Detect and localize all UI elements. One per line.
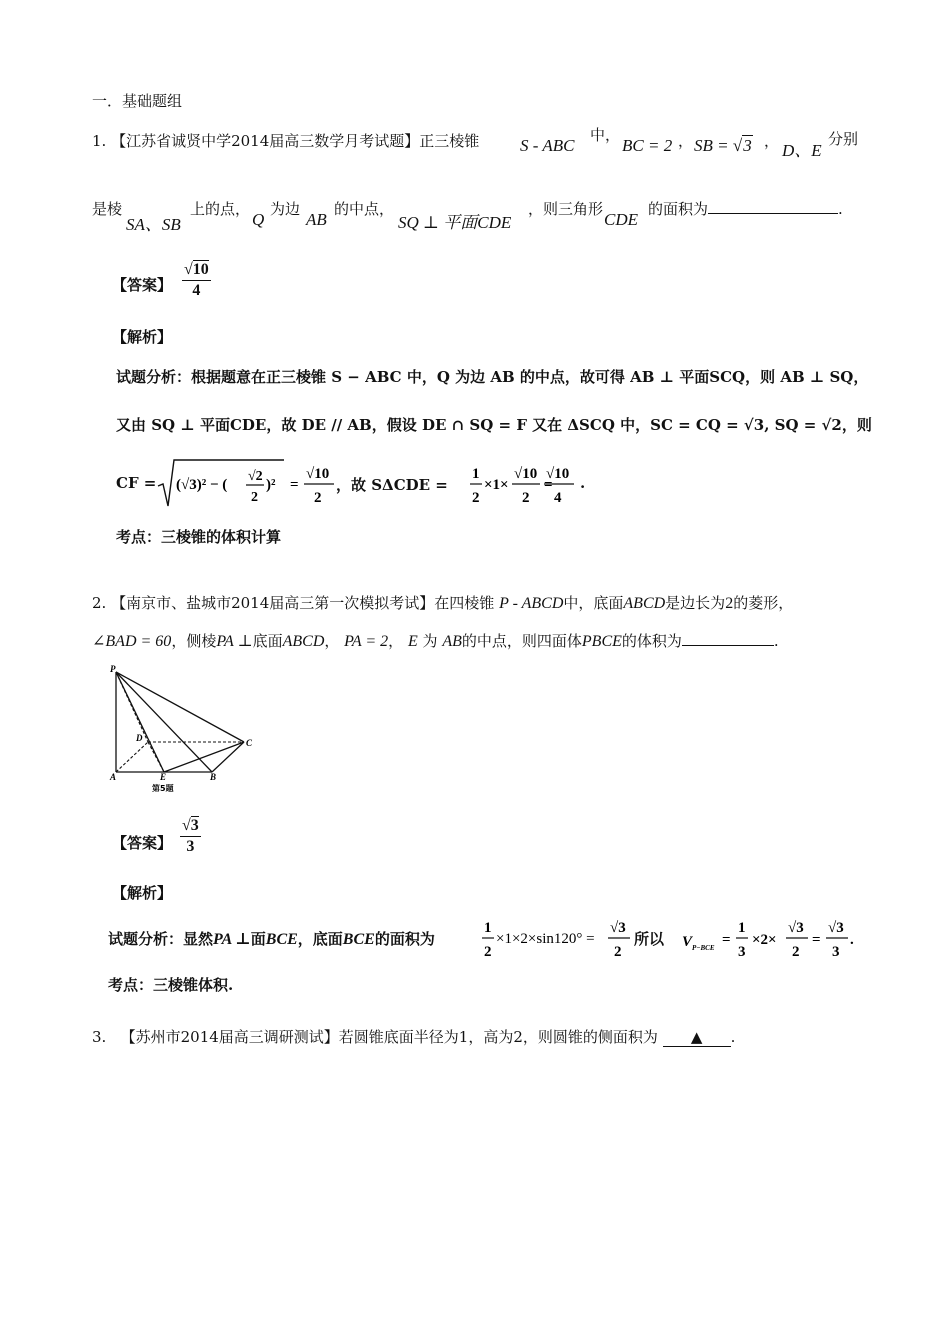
q2-analysis-suoyi: 所以 <box>634 930 665 948</box>
q1-answer-denominator: 4 <box>192 282 201 299</box>
cf-inner-num: √2 <box>248 469 263 484</box>
q1-text-fenbie: 分别 <box>828 130 859 148</box>
area-cf-num: √10 <box>514 466 538 482</box>
q2-kaodian: 考点：三棱锥体积. <box>108 976 234 994</box>
q2-third-den: 3 <box>738 944 746 960</box>
q1-answer-numerator: √10 <box>182 260 211 281</box>
q1-area-result <box>542 456 582 512</box>
area-cf-den: 2 <box>522 490 530 506</box>
q2-source: 【南京市、盐城市2014届高三第一次模拟考试】 <box>111 594 435 612</box>
q2-math-abcd: ABCD <box>623 595 666 612</box>
q2-pyramid-figure <box>108 664 258 796</box>
q1-text: 正三棱锥 <box>419 132 480 150</box>
edge-pb <box>116 672 212 772</box>
q2-math-pabcd: P - ABCD <box>499 595 564 612</box>
q2-text-a: 在四棱锥 <box>434 594 495 612</box>
q2-answer-num-rad: 3 <box>190 817 199 834</box>
q2-text-mid: 的中点，则四面体 <box>461 632 582 650</box>
q1-math-q: Q <box>252 210 265 229</box>
q1-line2-d: 的中点， <box>334 200 395 218</box>
area-half-num: 1 <box>472 466 480 482</box>
q1-number: 1. <box>92 132 107 150</box>
label-d: D <box>136 733 143 743</box>
q1-analysis-label: 【解析】 <box>112 328 173 346</box>
area-times-one: ×1× <box>484 477 509 493</box>
q2-analysis-mian: 面 <box>250 930 266 948</box>
q3-period: . <box>730 1028 736 1046</box>
q2-analysis-bce: BCE <box>265 931 298 948</box>
q2-answer-denominator: 3 <box>186 838 195 855</box>
q2-result-num: √3 <box>828 920 844 936</box>
q2-analysis-area: 的面积为 <box>374 930 435 948</box>
q2-half-num: 1 <box>484 920 492 936</box>
q1-area-label: 的面积为 <box>648 200 709 218</box>
q2-area-num: √3 <box>610 920 626 936</box>
q1-analysis-cf-label: CF = <box>116 474 157 492</box>
q1-comma2: ， <box>764 132 780 150</box>
q1-math-sq-perp: SQ ⊥ 平面CDE <box>398 213 512 232</box>
q2-analysis-e: ，底面 <box>297 930 343 948</box>
q2-result-den: 3 <box>832 944 840 960</box>
q3-number: 3. <box>92 1028 107 1046</box>
q2-angle-bad: ∠BAD = 60 <box>92 633 172 650</box>
q2-comma: ， <box>324 632 340 650</box>
q1-math-sb <box>694 136 753 156</box>
q2-line1 <box>92 592 793 613</box>
q2-wei: 为 <box>422 632 438 650</box>
area-equals: = <box>544 477 553 493</box>
q2-volume-formula <box>680 914 860 964</box>
q1-math-sb-lhs: SB = <box>694 136 733 155</box>
q2-area-den: 2 <box>614 944 622 960</box>
q1-analysis-line1: 试题分析：根据题意在正三棱锥 S − ABC 中，Q 为边 AB 的中点，故可得 AB ⊥ 平面SCQ，则 AB ⊥ SQ， <box>116 368 869 386</box>
cf-result-num: √10 <box>306 466 330 482</box>
q2-times2: ×2× <box>752 932 777 948</box>
q1-comma1: ， <box>678 132 694 150</box>
q1-line1 <box>92 130 479 151</box>
q2-v-eq: = <box>722 932 731 948</box>
label-c: C <box>246 738 253 748</box>
q2-ab: AB <box>442 633 462 650</box>
q2-answer-blank[interactable] <box>682 645 774 646</box>
q3-text: 【苏州市2014届高三调研测试】若圆锥底面半径为1，高为2，则圆锥的侧面积为 <box>120 1028 658 1046</box>
q1-period: . <box>838 200 843 218</box>
q2-third-num: 1 <box>738 920 746 936</box>
q2-number: 2. <box>92 594 107 612</box>
q1-math-sabc: S - ABC <box>520 136 575 155</box>
q3-line <box>92 1026 735 1047</box>
edge-pd <box>116 672 148 742</box>
q1-line2-c: 为边 <box>270 200 301 218</box>
q2-r3-num: √3 <box>788 920 804 936</box>
label-p: P <box>110 664 116 674</box>
q2-v-sub: P−BCE <box>692 944 715 952</box>
edge-pc <box>116 672 244 742</box>
cf-inner-den: 2 <box>251 490 258 505</box>
cf-expr-part2: )² <box>266 477 276 493</box>
q2-analysis-a: 试题分析：显然 <box>108 930 214 948</box>
sqrt-symbol: √3 <box>732 136 752 155</box>
q2-analysis-pa: PA ⊥ <box>213 931 251 948</box>
label-a: A <box>110 772 117 782</box>
q1-math-de: D、E <box>782 141 822 160</box>
q1-text-zhong: 中， <box>590 126 621 144</box>
q2-text-c: 是边长为 <box>665 594 726 612</box>
section-title: 一．基础题组 <box>92 92 183 110</box>
q1-kaodian: 考点：三棱锥的体积计算 <box>116 528 282 546</box>
q1-answer-num-rad: 10 <box>192 261 209 278</box>
q1-line2-b: 上的点， <box>190 200 251 218</box>
q2-text-d: 的菱形， <box>733 594 794 612</box>
q1-math-sb-rad: 3 <box>743 136 752 155</box>
edge-ec <box>164 742 244 772</box>
q2-period: . <box>773 632 779 650</box>
q2-result-period: . <box>850 932 854 948</box>
q2-math-2: 2 <box>725 595 734 612</box>
q2-area-formula <box>480 914 640 964</box>
q2-answer-numerator: √3 <box>180 816 201 837</box>
q2-abcd2: ABCD <box>282 633 325 650</box>
q2-e: E <box>407 633 418 650</box>
q2-text-b: 中，底面 <box>563 594 624 612</box>
q2-eq2: = <box>812 932 821 948</box>
q1-analysis-end: . <box>580 474 586 492</box>
q2-comma2: ， <box>388 632 404 650</box>
q2-answer-fraction <box>180 816 201 857</box>
triangle-icon: ▲ <box>690 1028 703 1046</box>
q1-answer-blank[interactable] <box>708 213 838 214</box>
q2-volume-label: 的体积为 <box>621 632 682 650</box>
q1-analysis-area-label: ，故 SΔCDE = <box>336 476 448 494</box>
q2-pa-2: PA = 2 <box>344 633 389 650</box>
q2-v: V <box>682 934 693 950</box>
edge-ad <box>116 742 148 772</box>
label-e: E <box>160 772 167 782</box>
q2-r3-den: 2 <box>792 944 800 960</box>
q1-math-ab: AB <box>306 210 327 229</box>
q1-line2-a: 是棱 <box>92 200 123 218</box>
q2-half-den: 2 <box>484 944 492 960</box>
q3-answer-blank[interactable] <box>663 1028 731 1047</box>
q2-analysis-label: 【解析】 <box>112 884 173 902</box>
q1-answer-fraction <box>182 260 211 301</box>
q2-text-cl: ，侧棱 <box>171 632 217 650</box>
q2-analysis-bce2: BCE <box>342 931 375 948</box>
q2-area-expr: ×1×2×sin120° = <box>496 931 595 947</box>
q2-line2 <box>92 630 779 651</box>
q1-line2-e: ，则三角形 <box>528 200 604 218</box>
cf-result-den: 2 <box>314 490 322 506</box>
q1-line2-f <box>648 198 843 219</box>
q1-math-bc: BC = 2 <box>622 136 673 155</box>
figure-caption: 第5题 <box>152 784 174 793</box>
edge-bc <box>212 742 244 772</box>
q2-analysis-line <box>108 928 435 949</box>
equals-sign: = <box>290 477 299 493</box>
area-half-den: 2 <box>472 490 480 506</box>
label-b: B <box>210 772 217 782</box>
area-result-num: √10 <box>546 466 570 482</box>
q1-math-cde: CDE <box>604 210 638 229</box>
q2-answer-label: 【答案】 <box>112 834 173 852</box>
q2-pa-perp: PA ⊥ <box>216 633 253 650</box>
area-result-den: 4 <box>554 490 562 506</box>
q1-math-sa-sb: SA、SB <box>126 215 181 234</box>
q2-text-base: 底面 <box>252 632 283 650</box>
q1-answer-label: 【答案】 <box>112 276 173 294</box>
q1-source: 【江苏省诚贤中学2014届高三数学月考试题】 <box>111 132 420 150</box>
q1-analysis-line2: 又由 SQ ⊥ 平面CDE，故 DE // AB，假设 DE ∩ SQ = F 又在 ΔSCQ 中，SC = CQ = √3, SQ = √2，则 <box>116 416 872 434</box>
q2-pbce: PBCE <box>581 633 622 650</box>
cf-expr-part1: (√3)² − ( <box>176 477 228 493</box>
q1-cf-formula <box>156 456 336 512</box>
